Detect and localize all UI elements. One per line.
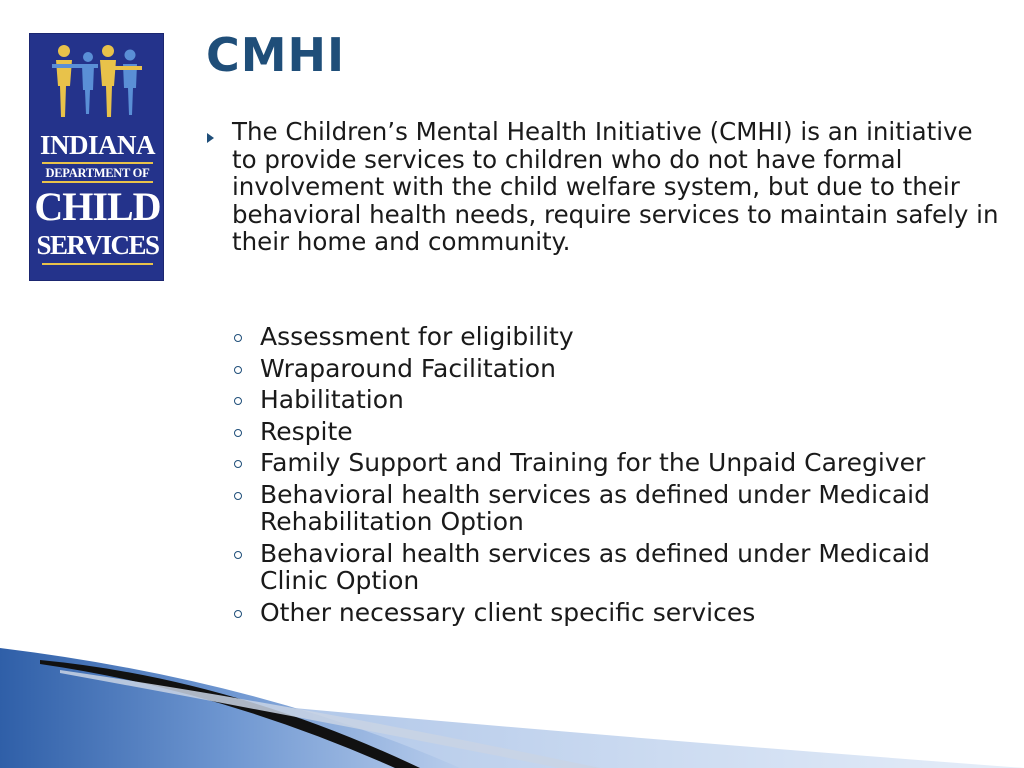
- logo-rule: [42, 263, 153, 265]
- ring-bullet-icon: [234, 492, 242, 500]
- family-figures-icon: [50, 42, 145, 122]
- ring-bullet-icon: [234, 460, 242, 468]
- indiana-dcs-logo: [29, 33, 164, 281]
- intro-paragraph: The Children’s Mental Health Initiative (CMHI) is an initiative to provide services to children who do not have formal involvement with the child welfare system, but due to their behavioral health needs, require services to maintain safely in their home and community.: [232, 117, 999, 256]
- triangle-right-icon: [199, 132, 223, 144]
- ring-bullet-icon: [234, 366, 242, 374]
- services-list: [232, 323, 952, 630]
- list-item: [232, 323, 952, 351]
- list-item: [232, 540, 952, 595]
- logo-line-services: SERVICES: [36, 230, 159, 260]
- service-label: Family Support and Training for the Unpaid Caregiver: [260, 448, 926, 477]
- slide-title: CMHI: [206, 28, 346, 82]
- ring-bullet-icon: [234, 429, 242, 437]
- logo-rule: [42, 162, 153, 164]
- logo-line-department: DEPARTMENT OF: [45, 166, 150, 180]
- service-label: Wraparound Facilitation: [260, 353, 556, 383]
- ring-bullet-icon: [234, 397, 242, 405]
- list-item: [232, 355, 952, 383]
- list-item: [232, 418, 952, 446]
- service-label: Behavioral health services as defined under Medicaid Rehabilitation Option: [260, 479, 930, 536]
- logo-line-indiana: INDIANA: [39, 130, 155, 160]
- service-label: Behavioral health services as defined under Medicaid Clinic Option: [260, 538, 930, 595]
- ring-bullet-icon: [234, 610, 242, 618]
- list-item: [232, 449, 952, 477]
- list-item: [232, 481, 952, 536]
- service-label: Respite: [260, 416, 353, 446]
- service-label: Assessment for eligibility: [260, 322, 574, 351]
- bottom-swoosh-decoration: [0, 620, 1024, 768]
- service-label: Other necessary client specific services: [260, 597, 756, 627]
- ring-bullet-icon: [234, 551, 242, 559]
- logo-line-child: CHILD: [34, 184, 161, 229]
- ring-bullet-icon: [234, 334, 242, 342]
- service-label: Habilitation: [260, 385, 404, 414]
- list-item: [232, 386, 952, 414]
